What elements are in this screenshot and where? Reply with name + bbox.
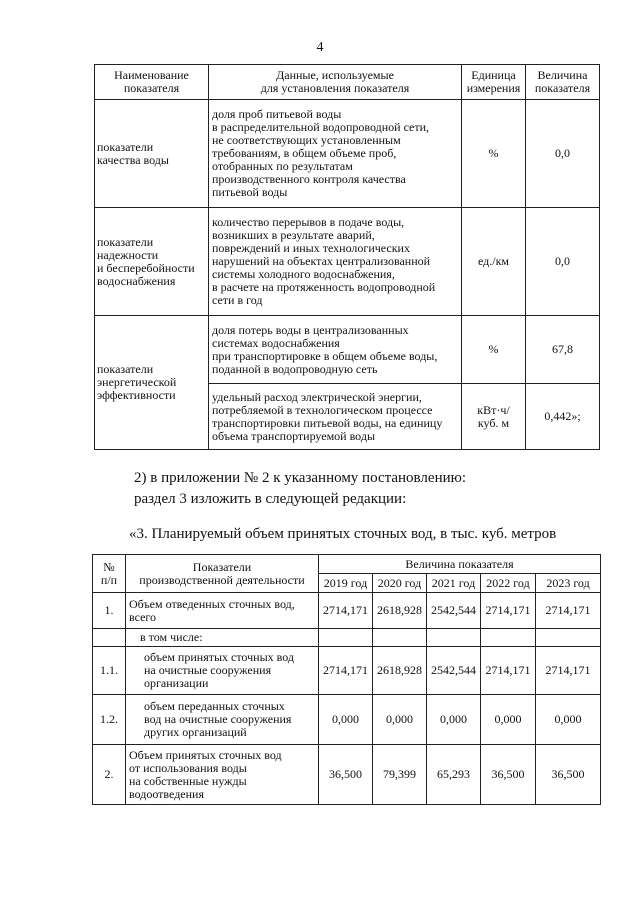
indicator-data: количество перерывов в подаче воды, возникших в результате аварий, повреждений и иных технологических нарушений на объектах централизованной системы холодного водоснабжения, в расчете на протяженность водопроводной сети в год	[209, 208, 462, 316]
indicator-data: удельный расход электрической энергии, потребляемой в технологическом процессе транспортировки питьевой воды, на единицу объема транспортируемой воды	[209, 384, 462, 450]
row-value: 0,000	[319, 695, 373, 745]
table-row	[95, 208, 600, 316]
header-year: 2021 год	[427, 574, 481, 593]
row-number: 2.	[93, 745, 126, 805]
header-number: № п/п	[93, 555, 126, 593]
indicator-name: показатели надежности и бесперебойности водоснабжения	[95, 208, 209, 316]
header-year: 2022 год	[481, 574, 536, 593]
row-value	[536, 629, 601, 647]
row-indicator: объем переданных сточных вод на очистные сооружения других организаций	[126, 695, 319, 745]
indicator-name: показатели энергетической эффективности	[95, 316, 209, 450]
row-number	[93, 629, 126, 647]
row-value: 0,000	[373, 695, 427, 745]
row-value: 36,500	[319, 745, 373, 805]
row-number: 1.1.	[93, 647, 126, 695]
header-value: Величина показателя	[526, 65, 600, 100]
table-row	[93, 647, 601, 695]
row-value	[427, 629, 481, 647]
paragraph-section: раздел 3 изложить в следующей редакции:	[134, 491, 407, 507]
indicator-value: 0,0	[526, 100, 600, 208]
row-value: 2542,544	[427, 593, 481, 629]
page-number: 4	[316, 40, 324, 55]
table-row	[95, 316, 600, 384]
row-value	[373, 629, 427, 647]
section-heading: «3. Планируемый объем принятых сточных вод, в тыс. куб. метров	[129, 526, 557, 542]
table-row	[93, 629, 601, 647]
row-value: 2714,171	[481, 593, 536, 629]
row-value: 2618,928	[373, 647, 427, 695]
row-indicator: в том числе:	[126, 629, 319, 647]
header-year: 2019 год	[319, 574, 373, 593]
row-indicator: Объем отведенных сточных вод, всего	[126, 593, 319, 629]
indicator-name: показатели качества воды	[95, 100, 209, 208]
row-number: 1.	[93, 593, 126, 629]
row-value: 2542,544	[427, 647, 481, 695]
table-row	[95, 100, 600, 208]
header-value-group: Величина показателя	[319, 555, 601, 574]
header-year: 2023 год	[536, 574, 601, 593]
row-value	[481, 629, 536, 647]
indicators-table	[94, 64, 600, 450]
header-indicator: Показатели производственной деятельности	[126, 555, 319, 593]
row-number: 1.2.	[93, 695, 126, 745]
row-value: 2618,928	[373, 593, 427, 629]
row-value: 2714,171	[319, 647, 373, 695]
indicator-value: 0,442»;	[526, 384, 600, 450]
row-value: 0,000	[536, 695, 601, 745]
indicator-value: 0,0	[526, 208, 600, 316]
indicator-unit: %	[462, 100, 526, 208]
row-value: 2714,171	[319, 593, 373, 629]
indicator-data: доля проб питьевой воды в распределительной водопроводной сети, не соответствующих установленным требованиям, в общем объеме проб, отобранных по результатам производственного контроля качества питьевой воды	[209, 100, 462, 208]
wastewater-table	[92, 554, 601, 805]
indicator-data: доля потерь воды в централизованных системах водоснабжения при транспортировке в общем объеме воды, поданной в водопроводную сеть	[209, 316, 462, 384]
row-indicator: Объем принятых сточных вод от использования воды на собственные нужды водоотведения	[126, 745, 319, 805]
row-indicator: объем принятых сточных вод на очистные сооружения организации	[126, 647, 319, 695]
table-row	[93, 745, 601, 805]
table-row	[93, 695, 601, 745]
header-indicator-name: Наименование показателя	[95, 65, 209, 100]
row-value	[319, 629, 373, 647]
indicators-header-row	[95, 65, 600, 100]
row-value: 0,000	[481, 695, 536, 745]
wastewater-header-row	[93, 555, 601, 574]
row-value: 2714,171	[536, 647, 601, 695]
row-value: 65,293	[427, 745, 481, 805]
indicator-unit: ед./км	[462, 208, 526, 316]
row-value: 2714,171	[536, 593, 601, 629]
row-value: 36,500	[481, 745, 536, 805]
row-value: 79,399	[373, 745, 427, 805]
row-value: 36,500	[536, 745, 601, 805]
row-value: 2714,171	[481, 647, 536, 695]
table-row	[93, 593, 601, 629]
header-data-source: Данные, используемые для установления показателя	[209, 65, 462, 100]
row-value: 0,000	[427, 695, 481, 745]
indicator-unit: %	[462, 316, 526, 384]
header-unit: Единица измерения	[462, 65, 526, 100]
paragraph-appendix: 2) в приложении № 2 к указанному постановлению:	[134, 470, 466, 486]
indicator-value: 67,8	[526, 316, 600, 384]
indicator-unit: кВт·ч/ куб. м	[462, 384, 526, 450]
header-year: 2020 год	[373, 574, 427, 593]
